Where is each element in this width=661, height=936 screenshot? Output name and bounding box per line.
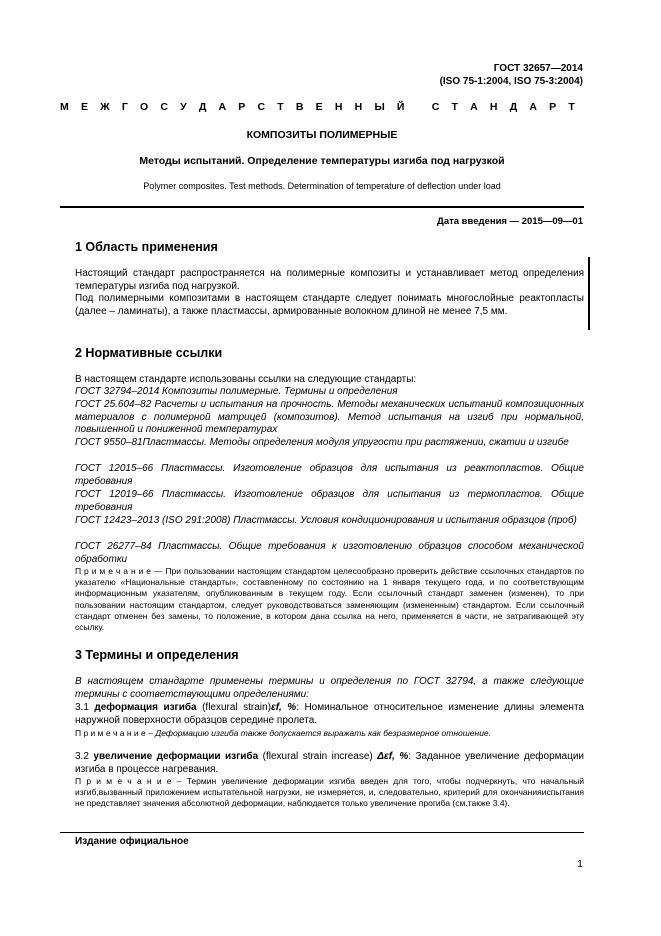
banner-letter: Е: [80, 101, 88, 113]
banner-letter: У: [180, 101, 187, 113]
banner-letter: Д: [509, 101, 518, 113]
term-definition: : Заданное увеличение деформации изгиба в процессе нагревания.: [75, 751, 584, 775]
ref-gost-9550: ГОСТ 9550–81Пластмассы. Методы определения модуля упругости при растяжении, сжатии и изгибе: [75, 437, 569, 448]
section-3-heading: 3 Термины и определения: [75, 648, 239, 662]
term-number: 3.2: [75, 751, 89, 762]
banner-letter: Т: [568, 101, 575, 113]
term-3-2-note: П р и м е ч а н и е – Термин увеличение деформации изгиба введен для того, чтобы подчеркнуть, что начальный изгиб,вызванный приложением испытательной нагрузки, не измеряется, и, следовательно, критерий для окончанияиспытания не представляет значения абсолютной деформации, наблюдается только увеличение прогиба (см.также 3.4).: [75, 776, 585, 809]
term-3-1-note: П р и м е ч а н и е – Деформацию изгиба также допускается выражать как безразмерное отношение.: [75, 728, 492, 738]
title-divider: [60, 206, 584, 208]
banner-letter: Т: [451, 101, 458, 113]
banner-letter: Р: [238, 101, 246, 113]
banner-letter: С: [257, 101, 266, 113]
banner-letter: Р: [549, 101, 557, 113]
term-name: увеличение деформации изгиба: [93, 751, 259, 762]
banner-letter: С: [160, 101, 168, 113]
ref-gost-12423: ГОСТ 12423–2013 (ISO 291:2008) Пластмассы. Условия кондиционирования и испытания образцов (проб): [75, 515, 577, 526]
change-bar: [588, 257, 590, 330]
note-label: П р и м е ч а н и е —: [75, 566, 163, 576]
banner-letter: О: [139, 101, 149, 113]
banner-letter: А: [218, 101, 227, 113]
term-number: 3.1: [75, 702, 89, 713]
banner-letter: Й: [396, 101, 405, 113]
ref-gost-12019: ГОСТ 12019–66 Пластмассы. Изготовление образцов для испытания из термопластов. Общие требования: [75, 489, 584, 513]
section-1-paragraph-2: Под полимерными композитами в настоящем стандарте следует понимать многослойные реактопласты (далее – ламинаты), а также пластмассы, армированные волокном длиной не менее 7,5 мм.: [75, 293, 584, 317]
section-1-heading: 1 Область применения: [75, 240, 218, 254]
banner-letter: Н: [334, 101, 343, 113]
banner-letter: Г: [121, 101, 128, 113]
page-number: 1: [577, 858, 583, 870]
term-english: (flexural strain increase): [262, 751, 373, 762]
banner-letter: Н: [489, 101, 498, 113]
term-3-2: [75, 751, 584, 776]
section-2-heading: 2 Нормативные ссылки: [75, 346, 223, 360]
section-3-intro: В настоящем стандарте применены термины и определения по ГОСТ 32794, а также следующие термины с соответствующими определениями:: [75, 676, 584, 700]
banner-letter: С: [431, 101, 440, 113]
standard-code: ГОСТ 32657—2014: [493, 63, 583, 74]
section-1-paragraph-1: Настоящий стандарт распространяется на полимерные композиты и устанавливает метод определения температуры изгиба под нагрузкой.: [75, 268, 584, 292]
banner-letter: Н: [354, 101, 363, 113]
intro-date: Дата введения — 2015—09—01: [437, 216, 583, 227]
term-symbol: Δεf, %: [377, 751, 409, 762]
document-subtitle-ru: Методы испытаний. Определение температуры изгиба под нагрузкой: [139, 155, 505, 167]
banner-letter: Ы: [374, 101, 385, 113]
banner-letter: А: [470, 101, 478, 113]
term-name: деформация изгиба: [94, 702, 197, 713]
ref-gost-12015: ГОСТ 12015–66 Пластмассы. Изготовление образцов для испытания из реактопластов. Общие требования: [75, 463, 584, 487]
banner-letter: Д: [198, 101, 207, 113]
section-2-note: [75, 566, 584, 633]
iso-code: (ISO 75-1:2004, ISO 75-3:2004): [439, 76, 583, 87]
banner-letter: Т: [277, 101, 284, 113]
footer-divider: [60, 832, 584, 833]
ref-gost-26277: ГОСТ 26277–84 Пластмассы. Общие требования к изготовлению образцов способом механической обработки: [75, 541, 584, 565]
banner-letter: Е: [315, 101, 323, 113]
banner-letter: М: [60, 101, 69, 113]
document-title: КОМПОЗИТЫ ПОЛИМЕРНЫЕ: [246, 129, 398, 141]
section-2-intro: В настоящем стандарте использованы ссылки на следующие стандарты:: [75, 374, 417, 385]
term-3-1: [75, 702, 584, 727]
term-english: (flexural strain): [202, 702, 271, 713]
term-symbol: εf, %: [270, 702, 297, 713]
banner-letter: [417, 101, 420, 113]
official-edition: Издание официальное: [75, 836, 189, 847]
ref-gost-32794: ГОСТ 32794–2014 Композиты полимерные. Термины и определения: [75, 386, 398, 397]
term-definition: : Номинальное относительное изменение длины элемента наружной поверхности образцов середине пролета.: [75, 702, 584, 726]
note-text: При пользовании настоящим стандартом целесообразно проверить действие ссылочных стандартов по указателю «Национальные стандарты», составленному по состоянию на 1 января текущего года, и по соответствующим информационным указателям, опубликованным в текущем году. Если ссылочный стандарт заменен (изменен), то при пользовании настоящим стандартом, следует руководствоваться заменяющим (измененным) стандартом. Если ссылочный стандарт отменен без замены, то положение, в котором дана ссылка на него, применяется в части, не затрагивающей эту ссылку.: [75, 566, 584, 633]
banner-letter: А: [529, 101, 537, 113]
interstate-standard-banner: [60, 101, 575, 113]
banner-letter: Ж: [100, 101, 110, 113]
ref-gost-25604: ГОСТ 25.604–82 Расчеты и испытания на прочность. Методы механических испытаний композиционных материалов с полимерной матрицей (композитов). Метод испытания на изгиб при нормальной, повышенной и пониженной температурах: [75, 399, 584, 435]
document-subtitle-en: Polymer composites. Test methods. Determination of temperature of deflection under load: [143, 181, 501, 191]
banner-letter: В: [295, 101, 304, 113]
